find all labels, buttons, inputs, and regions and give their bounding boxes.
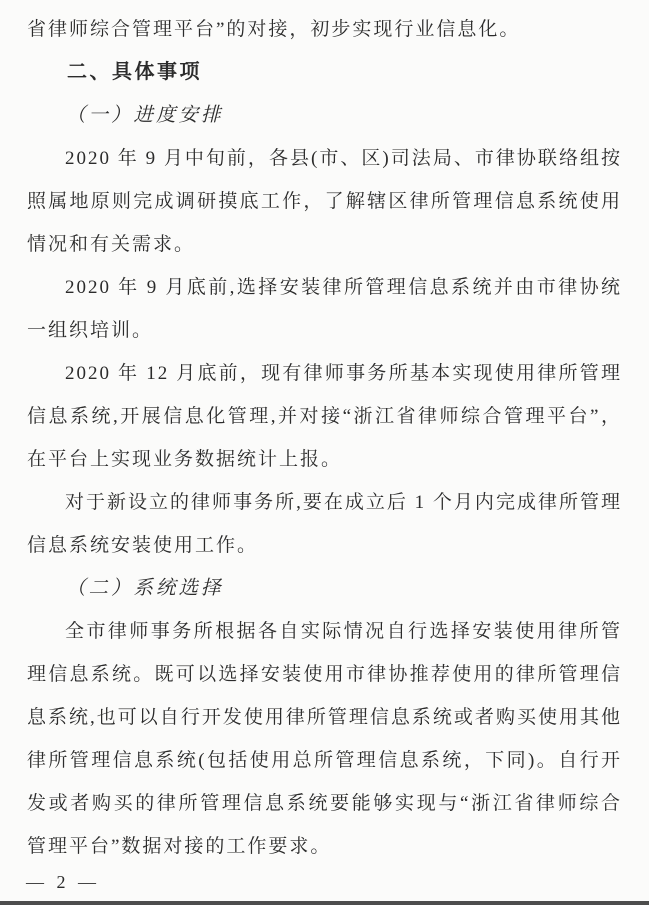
subsection-1-paragraph-1: 2020 年 9 月中旬前，各县(市、区)司法局、市律协联络组按照属地原则完成调研摸底工作，了解辖区律所管理信息系统使用情况和有关需求。 bbox=[27, 148, 622, 255]
subsection-1-heading: （一）进度安排 bbox=[66, 105, 224, 126]
subsection-1-paragraph-3: 2020 年 12 月底前，现有律师事务所基本实现使用律所管理信息系统,开展信息化管理,并对接“浙江省律师综合管理平台”，在平台上实现业务数据统计上报。 bbox=[27, 363, 622, 470]
subsection-1-paragraph-2: 2020 年 9 月底前,选择安装律所管理信息系统并由市律协统一组织培训。 bbox=[27, 277, 622, 341]
section-heading: 二、具体事项 bbox=[67, 61, 202, 83]
subsection-2-heading: （二）系统选择 bbox=[66, 578, 224, 599]
continuation-line: 省律师综合管理平台”的对接，初步实现行业信息化。 bbox=[27, 19, 521, 40]
subsection-1-paragraph-4: 对于新设立的律师事务所,要在成立后 1 个月内完成律所管理信息系统安装使用工作。 bbox=[27, 492, 622, 556]
bottom-bar bbox=[0, 901, 649, 905]
subsection-2-paragraph-1: 全市律师事务所根据各自实际情况自行选择安装使用律所管理信息系统。既可以选择安装使用市律协推荐使用的律所管理信息系统,也可以自行开发使用律所管理信息系统或者购买使用其他律所管理信息系统(包括使用总所管理信息系统，下同)。自行开发或者购买的律所管理信息系统要能够实现与“浙江省律师综合管理平台”数据对接的工作要求。 bbox=[27, 621, 622, 857]
page-number: — 2 — bbox=[26, 872, 100, 892]
